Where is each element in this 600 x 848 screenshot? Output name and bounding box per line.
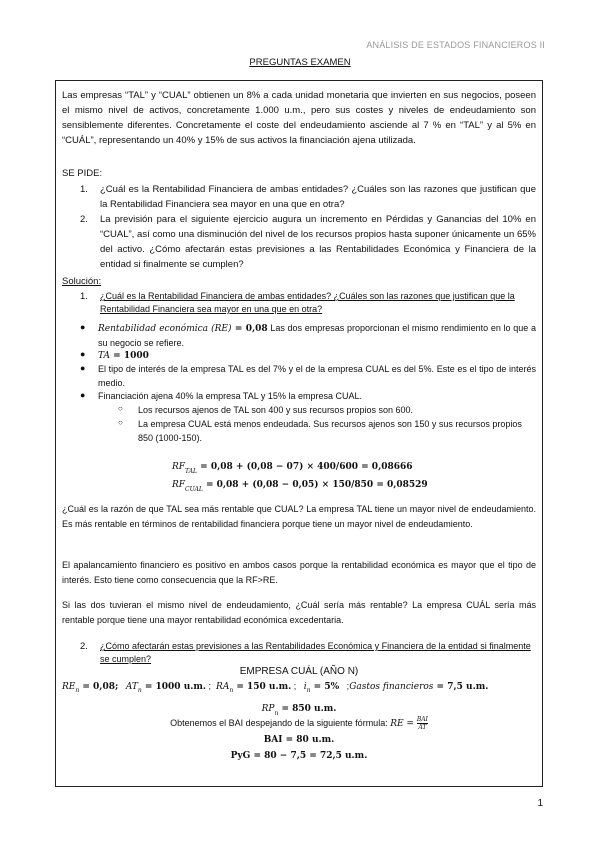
bullet-dot: ●	[80, 363, 86, 373]
bai-formula-left: RE =	[390, 718, 417, 729]
document-title: PREGUNTAS EXAMEN	[249, 57, 351, 68]
re-var: RE	[62, 682, 76, 692]
sub-bullet-tal-text: Los recursos ajenos de TAL son 400 y sus recursos propios son 600.	[138, 405, 413, 415]
variables-line: $RE_n = 0,08$; $AT_n = 1000$ u.m. ; $RA_n = 150$ u.m. ; $i_n = 5\%$ ;Gastos financieros = 7,5 u.m.	[62, 681, 489, 694]
question-1-number: 1.	[80, 184, 88, 195]
bullet-dot: ●	[80, 390, 86, 400]
solution-label: Solución:	[62, 276, 102, 287]
ra-var-value: = 150 u.m.	[233, 682, 292, 692]
i-var-sub: n	[306, 686, 311, 694]
solution-2-number: 2.	[80, 641, 88, 652]
rf-cual-sub: CUAL	[185, 486, 203, 494]
question-1	[62, 182, 536, 212]
rp-var-sub: n	[274, 710, 279, 718]
financing-text: Financiación ajena 40% la empresa TAL y 15% la empresa CUAL.	[98, 391, 362, 401]
question-2-text: La previsión para el siguiente ejercicio augura un incremento en Pérdidas y Ganancias del 10% en “CUAL”, así como una disminución del nivel de los recursos propios hasta suponer únicamente un 65% del activo. ¿Cómo afectarán estas previsiones a las Rentabilidades Económica y Financiera de la entidad si finalmente se cumplen?	[100, 214, 536, 270]
rf-tal-sub: TAL	[185, 468, 198, 476]
sub-bullet-tal	[62, 404, 536, 418]
re-label: Rentabilidad económica (RE)	[98, 324, 232, 334]
document-header: ANÁLISIS DE ESTADOS FINANCIEROS II	[366, 40, 545, 50]
bai-fraction	[417, 716, 428, 731]
i-var-value: = 5%	[310, 682, 340, 692]
sub-bullet-cual-text: La empresa CUAL está menos endeudada. Sus recursos ajenos son 150 y sus recursos propios 850 (1000-150).	[138, 419, 522, 443]
re-text: Las dos empresas proporcionan el mismo rendimiento en lo que a su negocio se refiere.	[98, 323, 536, 348]
question-2	[62, 212, 536, 272]
page-number: 1	[537, 798, 543, 809]
intro-paragraph: Las empresas “TAL” y “CUAL” obtienen un 8% a cada unidad monetaria que invierten en sus negocios, poseen el mismo nivel de activos, concretamente 1.000 u.m., pero sus costes y niveles de endeudamiento son sensiblemente diferentes. Concretamente el coste del endeudamiento asciende al 7 % en “TAL” y al 5% en “CUÁL”, representando un 40% y 15% de sus activos la financiación ajena utilizada.	[62, 90, 536, 146]
circle-bullet: ○	[118, 418, 123, 427]
question-1-text: ¿Cuál es la Rentabilidad Financiera de ambas entidades? ¿Cuáles son las razones que justifican que la Rentabilidad Financiera sea mayor en una que en otra?	[100, 184, 536, 210]
formula-rf-tal	[172, 456, 413, 475]
sub-bullet-cual	[62, 418, 536, 445]
empresa-heading: EMPRESA CUÁL (AÑO N)	[239, 666, 359, 677]
bai-result: BAI = 80 u.m.	[263, 735, 335, 745]
paragraph-reason: ¿Cuál es la razón de que TAL sea más rentable que CUAL? La empresa TAL tiene un mayor nivel de endeudamiento. Es más rentable en términos de rentabilidad financiera porque tiene un mayor nivel de endeudamiento.	[62, 504, 536, 529]
rf-tal-label: RF	[172, 462, 186, 472]
solution-2-text: ¿Cómo afectarán estas previsiones a las Rentabilidades Económica y Financiera de la entidad si finalmente se cumplen?	[100, 641, 531, 664]
re-var-value: = 0,08;	[79, 682, 119, 692]
se-pide-label: SE PIDE:	[62, 168, 103, 179]
ta-label: TA	[98, 351, 111, 361]
at-var-value: = 1000 u.m.	[141, 682, 207, 692]
formula-rf-cual	[172, 474, 428, 493]
rp-var: RP	[261, 704, 275, 714]
ta-value: = 1000	[110, 351, 149, 361]
rf-tal-expression: = 0,08 + (0,08 − 07) × 400/600 = 0,08666	[197, 462, 413, 472]
bai-denominator: AT	[418, 724, 427, 731]
re-var-sub: n	[75, 686, 80, 694]
at-var-sub: n	[137, 686, 142, 694]
bullet-dot: ●	[80, 322, 86, 332]
bullet-dot: ●	[80, 349, 86, 359]
solution-2-heading	[62, 640, 536, 666]
bai-line	[62, 716, 536, 731]
ra-var: RA	[216, 682, 230, 692]
rf-cual-label: RF	[172, 480, 186, 490]
solution-1-heading	[62, 290, 536, 316]
solution-1-text: ¿Cuál es la Rentabilidad Financiera de ambas entidades? ¿Cuáles son las razones que justifican que la Rentabilidad Financiera sea mayor en una que en otra?	[100, 291, 515, 314]
solution-1-number: 1.	[80, 291, 88, 302]
bullet-re	[62, 322, 536, 350]
ra-var-sub: n	[229, 686, 234, 694]
paragraph-same-debt: Si las dos tuvieran el mismo nivel de endeudamiento, ¿Cuál sería más rentable? La empresa CUÁL sería más rentable porque tiene una mayor rentabilidad económica excedentaria.	[62, 600, 536, 625]
paragraph-leverage: El apalancamiento financiero es positivo en ambos casos porque la rentabilidad económica es mayor que el tipo de interés. Esto tiene como consecuencia que la RF>RE.	[62, 560, 536, 585]
rp-var-value: = 850 u.m.	[278, 704, 337, 714]
gf-var: Gastos financieros	[349, 682, 434, 692]
re-value: = 0,08	[231, 324, 268, 334]
interest-text: El tipo de interés de la empresa TAL es del 7% y el de la empresa CUAL es del 5%. Este es el tipo de interés medio.	[98, 364, 536, 388]
bullet-financing	[62, 390, 536, 404]
bullet-ta	[62, 349, 536, 364]
question-2-number: 2.	[80, 214, 88, 225]
bai-numerator: BAI	[416, 716, 428, 723]
at-var: AT	[125, 682, 138, 692]
gf-var-value: = 7,5 u.m.	[433, 682, 489, 692]
bai-text: Obtenemos el BAI despejando de la siguiente fórmula:	[170, 717, 391, 728]
bullet-interest	[62, 363, 536, 390]
rp-line	[62, 698, 536, 717]
i-var: i	[303, 682, 307, 692]
circle-bullet: ○	[118, 404, 123, 413]
pyg-result: PyG = 80 − 7,5 = 72,5 u.m.	[230, 751, 368, 761]
rf-cual-expression: = 0,08 + (0,08 − 0,05) × 150/850 = 0,08529	[202, 480, 428, 490]
